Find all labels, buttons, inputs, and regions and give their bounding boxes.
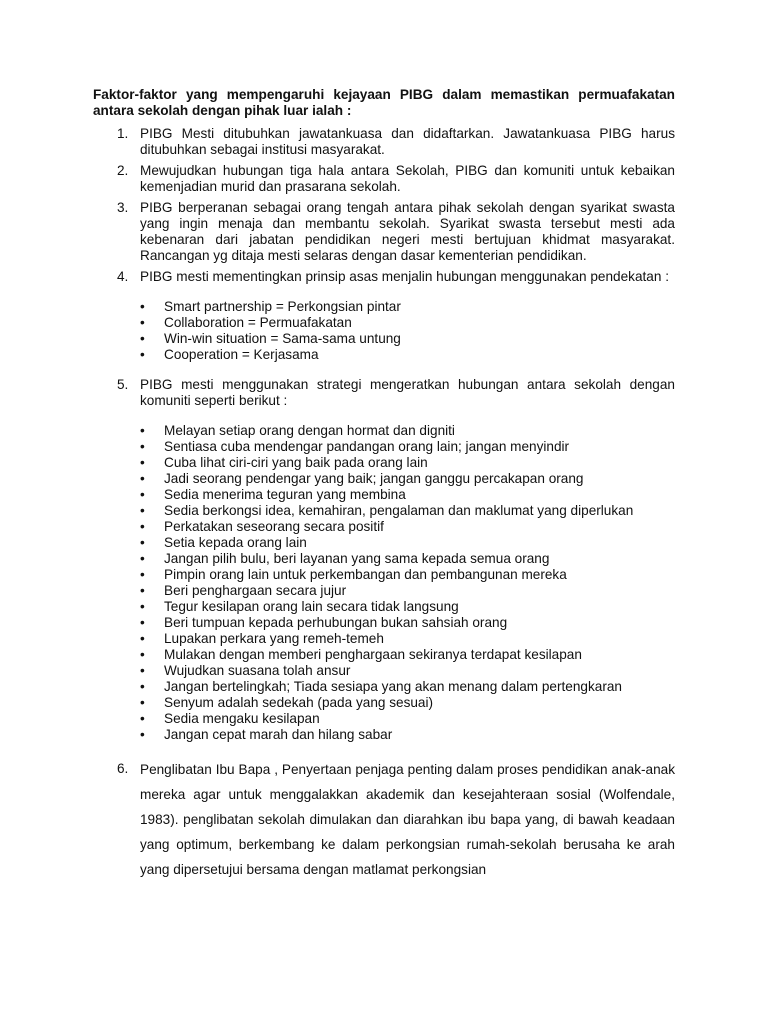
bullet-icon: • [140,551,145,566]
item-text: PIBG mesti menggunakan strategi mengeratkan hubungan antara sekolah dengan komuniti seperti berikut : [140,377,675,408]
bullet-icon: • [140,599,145,614]
bullet-item: • Jangan bertelingkah; Tiada sesiapa yang akan menang dalam pertengkaran [140,679,622,694]
bullet-item: • Mulakan dengan memberi penghargaan sekiranya terdapat kesilapan [140,647,582,662]
bullet-icon: • [140,535,145,550]
bullet-icon: • [140,583,145,598]
bullet-item: • Sedia mengaku kesilapan [140,711,320,726]
bullet-item: • Smart partnership = Perkongsian pintar [140,299,401,314]
bullet-icon: • [140,695,145,710]
bullet-item: • Sedia menerima teguran yang membina [140,487,406,502]
bullet-item: • Setia kepada orang lain [140,535,307,550]
list-item-4 [93,269,675,363]
bullet-item: • Senyum adalah sedekah (pada yang sesuai) [140,695,434,710]
bullet-item: • Jangan pilih bulu, beri layanan yang sama kepada semua orang [140,551,550,566]
bullet-item: • Win-win situation = Sama-sama untung [140,331,401,346]
item-text: PIBG mesti mementingkan prinsip asas menjalin hubungan menggunakan pendekatan : [140,269,669,284]
bullet-item: • Cooperation = Kerjasama [140,347,319,362]
item-number: 5. [117,377,129,392]
bullet-icon: • [140,679,145,694]
bullet-item: • Melayan setiap orang dengan hormat dan digniti [140,423,455,438]
list-item-2 [93,163,675,195]
bullet-icon: • [140,631,145,646]
bullet-item: • Wujudkan suasana tolah ansur [140,663,351,678]
bullet-item: • Tegur kesilapan orang lain secara tidak langsung [140,599,459,614]
bullet-icon: • [140,299,145,314]
bullet-icon: • [140,567,145,582]
strategy-bullet-list [140,423,675,743]
bullet-icon: • [140,347,145,362]
bullet-icon: • [140,647,145,662]
bullet-icon: • [140,663,145,678]
document-heading: Faktor-faktor yang mempengaruhi kejayaan PIBG dalam memastikan permuafakatan antara sekolah dengan pihak luar ialah : [93,87,675,118]
bullet-item: • Sentiasa cuba mendengar pandangan orang lain; jangan menyindir [140,439,570,454]
bullet-icon: • [140,503,145,518]
bullet-icon: • [140,331,145,346]
bullet-item: • Pimpin orang lain untuk perkembangan dan pembangunan mereka [140,567,567,582]
bullet-icon: • [140,487,145,502]
bullet-item: • Sedia berkongsi idea, kemahiran, pengalaman dan maklumat yang diperlukan [140,503,634,518]
bullet-item: • Jadi seorang pendengar yang baik; jangan ganggu percakapan orang [140,471,584,486]
item-text: PIBG Mesti ditubuhkan jawatankuasa dan didaftarkan. Jawatankuasa PIBG harus ditubuhkan sebagai institusi masyarakat. [140,126,675,157]
bullet-icon: • [140,455,145,470]
bullet-item: • Collaboration = Permuafakatan [140,315,352,330]
bullet-icon: • [140,423,145,438]
bullet-item: • Perkatakan seseorang secara positif [140,519,384,534]
list-item-1 [93,126,675,158]
bullet-item: • Jangan cepat marah dan hilang sabar [140,727,393,742]
bullet-icon: • [140,727,145,742]
item-number: 4. [117,269,129,284]
item-number: 1. [117,126,129,141]
bullet-icon: • [140,471,145,486]
bullet-icon: • [140,615,145,630]
item-text: PIBG berperanan sebagai orang tengah antara pihak sekolah dengan syarikat swasta yang ingin menaja dan membantu sekolah. Syarikat swasta tersebut mesti ada kebenaran dari jabatan pendidikan negeri mesti bertujuan khidmat masyarakat. Rancangan yg ditaja mesti selaras dengan dasar kementerian pendidikan. [140,200,675,263]
principle-bullet-list [140,299,675,363]
bullet-icon: • [140,711,145,726]
item-text: Penglibatan Ibu Bapa , Penyertaan penjaga penting dalam proses pendidikan anak-anak mereka agar untuk menggalakkan akademik dan kesejahteraan sosial (Wolfendale, 1983). penglibatan sekolah dimulakan dan diarahkan ibu bapa yang, di bawah keadaan yang optimum, berkembang ke dalam perkongsian rumah-sekolah berusaha ke arah yang dipersetujui bersama dengan matlamat perkongsian [140,762,675,877]
item-number: 3. [117,200,129,215]
document-page [93,87,675,887]
bullet-item: • Cuba lihat ciri-ciri yang baik pada orang lain [140,455,428,470]
bullet-item: • Beri tumpuan kepada perhubungan bukan sahsiah orang [140,615,508,630]
bullet-item: • Beri penghargaan secara jujur [140,583,347,598]
bullet-icon: • [140,315,145,330]
list-item-5 [93,377,675,743]
factor-list [93,126,675,882]
bullet-item: • Lupakan perkara yang remeh-temeh [140,631,384,646]
item-text: Mewujudkan hubungan tiga hala antara Sekolah, PIBG dan komuniti untuk kebaikan kemenjadian murid dan prasarana sekolah. [140,163,675,194]
item-number: 2. [117,163,129,178]
bullet-icon: • [140,439,145,454]
list-item-6 [93,757,675,882]
list-item-3 [93,200,675,264]
item-number: 6. [117,761,129,776]
bullet-icon: • [140,519,145,534]
